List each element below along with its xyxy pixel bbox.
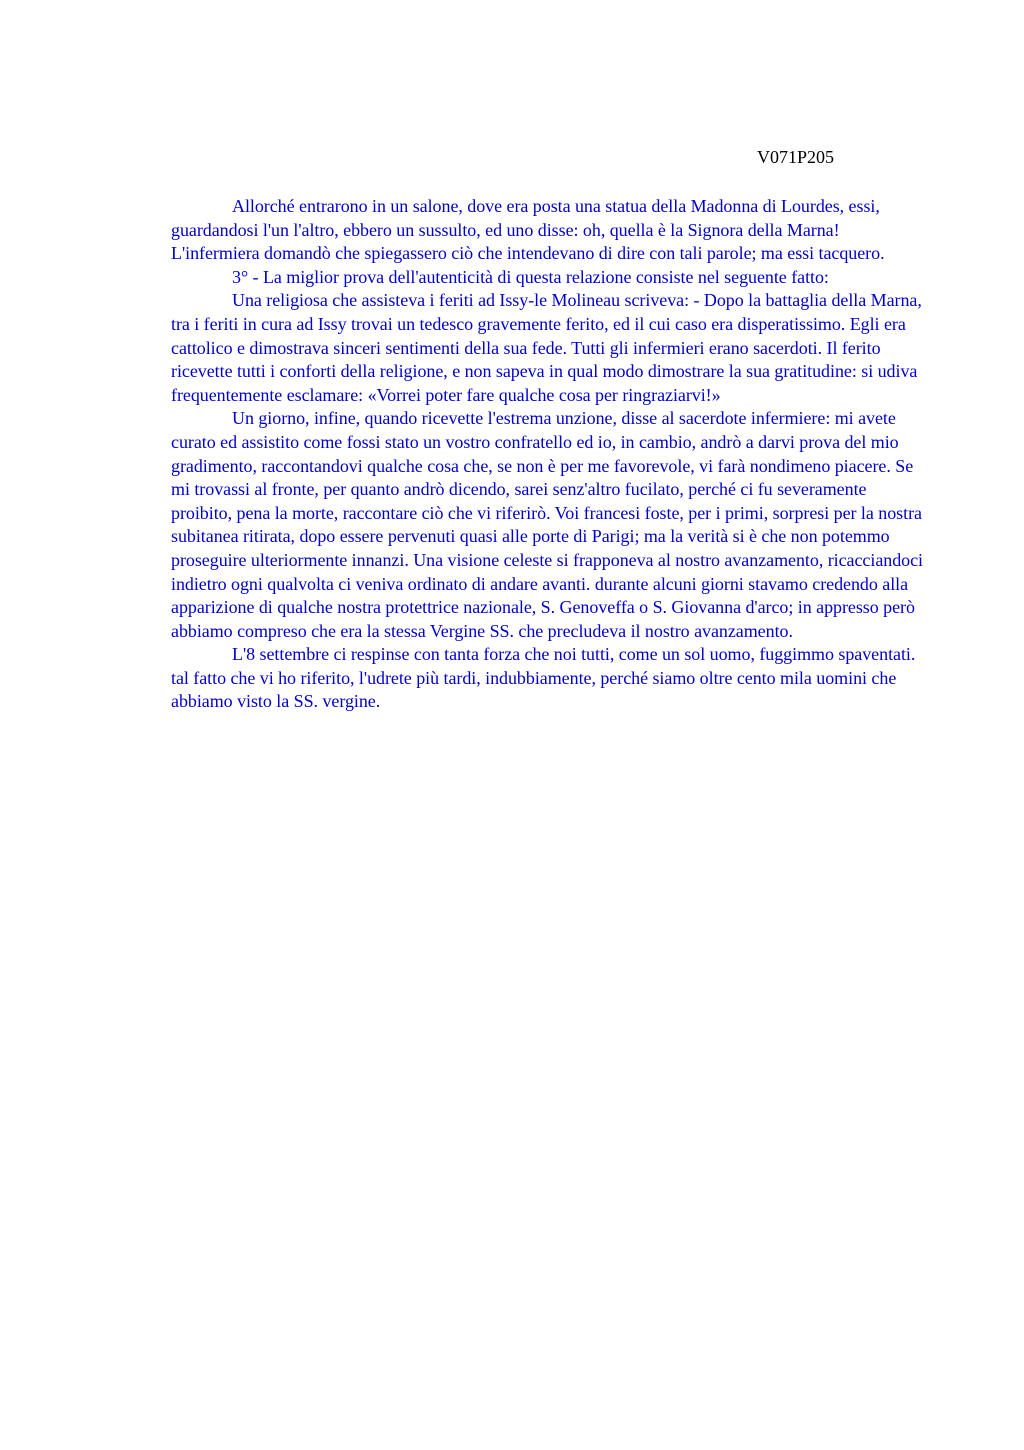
paragraph: L'8 settembre ci respinse con tanta forza che noi tutti, come un sol uomo, fuggimmo spaventati. tal fatto che vi ho riferito, l'udrete più tardi, indubbiamente, perché siamo oltre cento mila uomini che abbiamo visto la SS. vergine.: [171, 644, 916, 712]
paragraph: Un giorno, infine, quando ricevette l'estrema unzione, disse al sacerdote infermiere: mi avete curato ed assistito come fossi stato un vostro confratello ed io, in cambio, andrò a darvi prova del mio gradimento, raccontandovi qualche cosa che, se non è per me favorevole, vi farà nondimeno piacere. Se mi trovassi al fronte, per quanto andrò dicendo, sarei senz'altro fucilato, perché ci fu severamente proibito, pena la morte, raccontare ciò che vi riferirò. Voi francesi foste, per i primi, sorpresi per la nostra subitanea ritirata, dopo essere pervenuti quasi alle porte di Parigi; ma la verità si è che non potemmo proseguire ulteriormente innanzi. Una visione celeste si frapponeva al nostro avanzamento, ricacciandoci indietro ogni qualvolta ci veniva ordinato di andare avanti. durante alcuni giorni stavamo credendo alla apparizione di qualche nostra protettrice nazionale, S. Genoveffa o S. Giovanna d'arco; in appresso però abbiamo compreso che era la stessa Vergine SS. che precludeva il nostro avanzamento.: [171, 408, 923, 641]
paragraph: 3° - La miglior prova dell'autenticità di questa relazione consiste nel seguente fatto:: [232, 266, 829, 287]
paragraph: Una religiosa che assisteva i feriti ad Issy-le Molineau scriveva: - Dopo la battaglia della Marna, tra i feriti in cura ad Issy trovai un tedesco gravemente ferito, ed il cui caso era disperatissimo. Egli era cattolico e dimostrava sinceri sentimenti della sua fede. Tutti gli infermieri erano sacerdoti. Il ferito ricevette tutti i conforti della religione, e non sapeva in qual modo dimostrare la sua gratitudine: si udiva frequentemente esclamare: «Vorrei poter fare qualche cosa per ringraziarvi!»: [171, 290, 922, 405]
page-identifier: V071P205: [757, 147, 835, 167]
paragraph: Allorché entrarono in un salone, dove era posta una statua della Madonna di Lourdes, essi, guardandosi l'un l'altro, ebbero un sussulto, ed uno disse: oh, quella è la Signora della Marna! L'infermiera domandò che spiegassero ciò che intendevano di dire con tali parole; ma essi tacquero.: [171, 196, 885, 264]
body-text: [171, 195, 931, 714]
